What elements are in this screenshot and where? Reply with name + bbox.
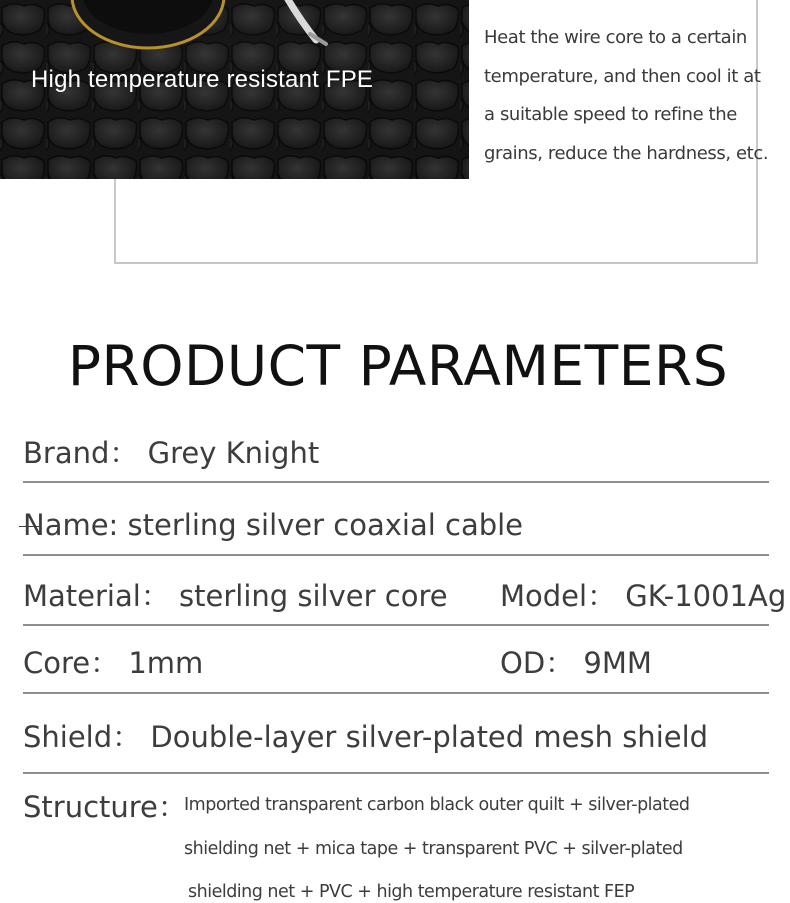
brand-value: Brand： Grey Knight — [23, 436, 320, 470]
param-row-brand — [23, 420, 769, 483]
structure-label: Structure： — [23, 790, 187, 824]
param-row-material-model — [23, 556, 787, 626]
parameters-table — [23, 420, 787, 903]
feature-description — [484, 19, 774, 173]
feature-description-line: a suitable speed to refine the — [484, 104, 737, 125]
feature-description-line: grains, reduce the hardness, etc. — [484, 142, 769, 164]
structure-line: shielding net + mica tape + transparent PVC + silver-plated — [184, 838, 683, 859]
structure-line: shielding net + PVC + high temperature resistant FEP — [188, 882, 635, 902]
section-title: PRODUCT PARAMETERS — [67, 334, 729, 398]
structure-line: Imported transparent carbon black outer quilt + silver-plated — [184, 795, 690, 815]
feature-description-line: temperature, and then cool it at — [484, 65, 761, 87]
name-value: Name: sterling silver coaxial cable — [23, 507, 524, 542]
param-row-structure — [23, 774, 769, 903]
param-row-core-od — [23, 626, 769, 694]
shield-value: Shield： Double-layer silver-plated mesh shield — [23, 719, 709, 754]
model-value: Model： GK-1001Ag — [500, 578, 787, 613]
param-row-name — [23, 483, 769, 556]
param-row-shield — [23, 694, 769, 774]
leather-texture-photo — [0, 0, 469, 179]
feature-caption: High temperature resistant FPE — [31, 66, 374, 93]
od-value: OD： 9MM — [500, 645, 652, 680]
core-value: Core： 1mm — [23, 645, 204, 680]
structure-description — [184, 784, 774, 903]
material-value: Material： sterling silver core — [23, 578, 448, 613]
feature-description-line: Heat the wire core to a certain — [484, 27, 747, 48]
